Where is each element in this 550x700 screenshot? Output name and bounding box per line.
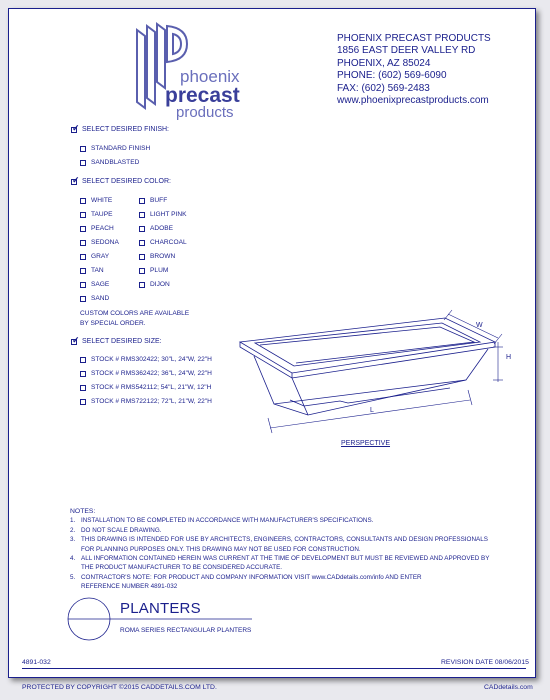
option-label: PLUM [150, 267, 169, 274]
color-option[interactable] [139, 253, 175, 260]
option-label: STOCK # RMS302422; 30"L, 24"W, 22"H [91, 356, 212, 363]
note-text: THE PRODUCT MANUFACTURER TO BE CONSIDERED ACCURATE. [81, 564, 283, 572]
option-label: STOCK # RMS722122; 72"L, 21"W, 22"H [91, 398, 212, 405]
size-option[interactable] [80, 356, 212, 363]
color-option[interactable] [80, 225, 114, 232]
logo-word-precast: precast [165, 84, 240, 107]
note-text: THIS DRAWING IS INTENDED FOR USE BY ARCHITECTS, ENGINEERS, CONTRACTORS, CONSULTANTS AND DESIGN PROFESSIONALS [81, 536, 488, 544]
color-option[interactable] [139, 239, 187, 246]
note-item [70, 526, 489, 535]
color-option[interactable] [139, 211, 187, 218]
option-label: STOCK # RMS362422; 36"L, 24"W, 22"H [91, 370, 212, 377]
note-item [70, 516, 489, 525]
option-label: LIGHT PINK [150, 211, 187, 218]
option-label: ADOBE [150, 225, 174, 232]
option-label: TAUPE [91, 211, 113, 218]
perspective-caption: PERSPECTIVE [341, 440, 391, 447]
copyright-notice: PROTECTED BY COPYRIGHT ©2015 CADDETAILS.COM LTD. [22, 684, 217, 691]
contact-block [337, 33, 491, 107]
note-number: 1. [70, 517, 76, 525]
checkbox-icon[interactable] [80, 226, 86, 232]
checkbox-icon[interactable] [80, 146, 86, 152]
finish-heading [71, 126, 169, 133]
fax: FAX: (602) 569-2483 [337, 82, 430, 94]
size-option[interactable] [80, 370, 212, 377]
note-item [70, 535, 489, 544]
checkbox-icon[interactable] [80, 371, 86, 377]
notes-block [70, 507, 489, 592]
note-text: REFERENCE NUMBER 4891-032 [81, 583, 178, 591]
option-label: CHARCOAL [150, 239, 187, 246]
checkbox-icon[interactable] [80, 254, 86, 260]
checkbox-icon[interactable] [139, 254, 145, 260]
footer-divider [22, 668, 526, 669]
option-label: STOCK # RMS542112; 54"L, 21"W, 12"H [91, 384, 212, 391]
phone: PHONE: (602) 569-6090 [337, 70, 447, 82]
option-label: SEDONA [91, 239, 119, 246]
checkbox-icon[interactable] [139, 282, 145, 288]
option-label: TAN [91, 267, 104, 274]
dimension-label-h: H [506, 354, 512, 361]
note-item [70, 554, 489, 563]
note-item-continued [70, 545, 489, 554]
size-option[interactable] [80, 398, 212, 405]
note-text: DO NOT SCALE DRAWING. [81, 526, 162, 534]
option-label: DIJON [150, 281, 170, 288]
size-heading [71, 338, 162, 345]
color-option[interactable] [80, 239, 119, 246]
color-heading [71, 178, 171, 185]
planter-perspective-drawing [230, 300, 510, 450]
option-label: BROWN [150, 253, 176, 260]
finish-heading-label: SELECT DESIRED FINISH: [82, 126, 170, 133]
note-text: INSTALLATION TO BE COMPLETED IN ACCORDANCE WITH MANUFACTURER'S SPECIFICATIONS. [81, 517, 374, 525]
check-icon [71, 127, 77, 133]
finish-option-standard[interactable] [80, 145, 150, 152]
color-option[interactable] [80, 295, 109, 302]
option-label: SAGE [91, 281, 110, 288]
website-link[interactable]: www.phoenixprecastproducts.com [337, 95, 489, 107]
option-label: PEACH [91, 225, 114, 232]
address-line-1: 1856 EAST DEER VALLEY RD [337, 45, 476, 57]
checkbox-icon[interactable] [80, 399, 86, 405]
option-label: GRAY [91, 253, 110, 260]
checkbox-icon[interactable] [80, 385, 86, 391]
color-option[interactable] [139, 197, 167, 204]
checkbox-icon[interactable] [139, 226, 145, 232]
checkbox-icon[interactable] [139, 212, 145, 218]
note-number: 2. [70, 526, 76, 534]
size-heading-label: SELECT DESIRED SIZE: [82, 338, 162, 345]
note-number: 3. [70, 536, 76, 544]
revision-date: REVISION DATE 08/06/2015 [441, 659, 529, 666]
checkbox-icon[interactable] [80, 198, 86, 204]
checkbox-icon[interactable] [80, 296, 86, 302]
logo-word-products: products [176, 104, 234, 121]
note-item [70, 573, 489, 582]
color-option[interactable] [80, 253, 109, 260]
color-option[interactable] [80, 267, 104, 274]
checkbox-icon[interactable] [80, 240, 86, 246]
note-number: 5. [70, 573, 76, 581]
option-label: SANDBLASTED [91, 159, 140, 166]
color-heading-label: SELECT DESIRED COLOR: [82, 178, 171, 185]
size-option[interactable] [80, 384, 211, 391]
checkbox-icon[interactable] [139, 240, 145, 246]
address-line-2: PHOENIX, AZ 85024 [337, 57, 431, 69]
color-option[interactable] [80, 211, 113, 218]
color-option[interactable] [139, 267, 168, 274]
note-number: 4. [70, 555, 76, 563]
notes-heading: NOTES: [70, 508, 96, 515]
company-name: PHOENIX PRECAST PRODUCTS [337, 33, 491, 44]
drawing-subtitle: ROMA SERIES RECTANGULAR PLANTERS [120, 627, 252, 634]
note-text: FOR PLANNING PURPOSES ONLY. THIS DRAWING MAY NOT BE USED FOR CONSTRUCTION. [81, 545, 361, 553]
checkbox-icon[interactable] [80, 357, 86, 363]
checkbox-icon[interactable] [80, 282, 86, 288]
option-label: SAND [91, 295, 110, 302]
color-option[interactable] [80, 281, 109, 288]
note-text: CONTRACTOR'S NOTE: FOR PRODUCT AND COMPANY INFORMATION VISIT www.CADdetails.com/info AND ENTER [81, 573, 422, 581]
check-icon [71, 339, 77, 345]
note-item-continued [70, 582, 489, 591]
note-text: ALL INFORMATION CONTAINED HEREIN WAS CURRENT AT THE TIME OF DEVELOPMENT BUT MUST BE REVIEWED AND APPROVED BY [81, 555, 490, 563]
checkbox-icon[interactable] [80, 212, 86, 218]
color-option[interactable] [139, 225, 173, 232]
option-label: STANDARD FINISH [91, 145, 151, 152]
checkbox-icon[interactable] [139, 268, 145, 274]
checkbox-icon[interactable] [80, 160, 86, 166]
dimension-label-l: L [370, 407, 374, 414]
reference-number: 4891-032 [22, 659, 51, 666]
note-item-continued [70, 563, 489, 572]
color-option[interactable] [139, 281, 170, 288]
dimension-label-w: W [476, 322, 483, 329]
logo-word-phoenix: phoenix [180, 67, 240, 86]
caddetails-link[interactable]: CADdetails.com [484, 684, 533, 691]
custom-colors-note-2: BY SPECIAL ORDER. [80, 320, 146, 327]
option-label: BUFF [150, 197, 168, 204]
option-label: WHITE [91, 197, 113, 204]
color-option[interactable] [80, 197, 112, 204]
finish-option-sandblasted[interactable] [80, 159, 139, 166]
check-icon [71, 179, 77, 185]
custom-colors-note-1: CUSTOM COLORS ARE AVAILABLE [80, 310, 190, 317]
drawing-title: PLANTERS [120, 600, 201, 617]
checkbox-icon[interactable] [80, 268, 86, 274]
checkbox-icon[interactable] [139, 198, 145, 204]
